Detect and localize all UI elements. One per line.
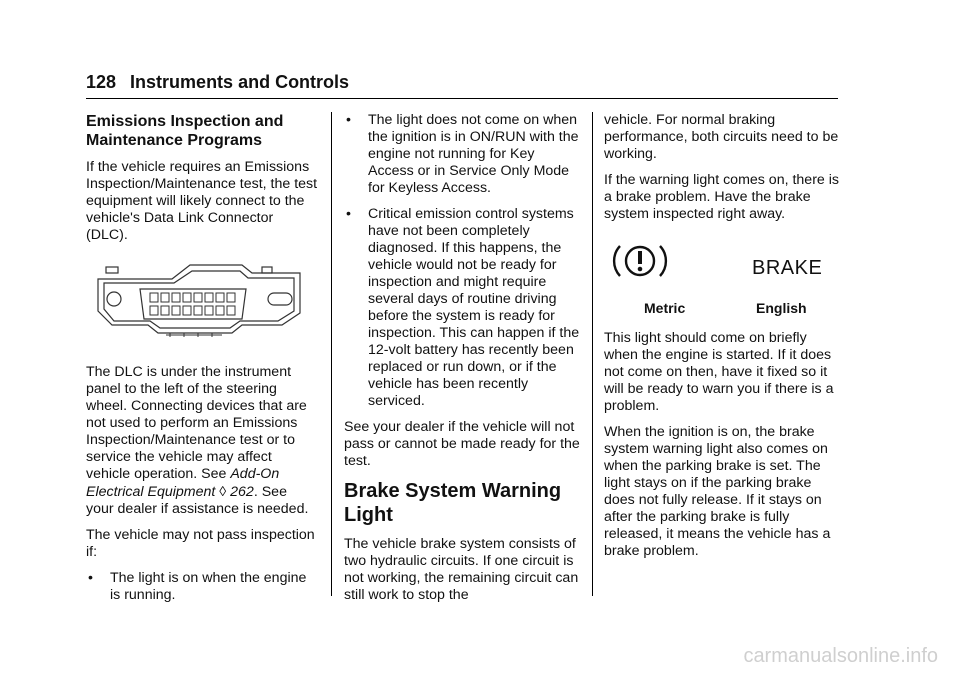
page-number: 128 — [86, 72, 117, 92]
engine-start-paragraph: This light should come on briefly when the engine is started. If it does not come on then, have it fixed so it will be ready to warn you if there is a problem. — [604, 330, 834, 414]
brake-warning-icon — [610, 240, 670, 282]
dlc-connector-illustration — [92, 261, 306, 341]
page-ref-number[interactable]: 262 — [230, 484, 254, 500]
caption-english: English — [756, 300, 807, 316]
brake-warning-figure — [604, 232, 840, 324]
bullet-item — [344, 206, 582, 410]
parking-brake-paragraph: When the ignition is on, the brake system warning light also comes on when the parking brake is set. The light stays on if the parking brake does not fully release. If it stays on after the parking brake is fully released, it means the vehicle has a brake problem. — [604, 424, 831, 559]
bullet-text: The light is on when the engine is running. — [110, 570, 307, 603]
add-on-electrical-link[interactable]: Add-On Electrical Equipment — [86, 466, 280, 500]
column-1 — [86, 112, 318, 613]
bullet-item — [86, 570, 318, 604]
p2-tail: . See your dealer if assistance is needed. — [86, 484, 309, 517]
p2-text: The DLC is under the instrument panel to the left of the steering wheel. Connecting devices that are not used to perform an Emissions Inspection/Maintenance test or to service the vehicle may affect vehicle operation. See — [86, 364, 307, 482]
page-ref-arrow: ◊ — [219, 483, 227, 499]
brake-system-paragraph: The vehicle brake system consists of two hydraulic circuits. If one circuit is not working, the remaining circuit can still work to stop the — [344, 536, 579, 603]
column-divider-1 — [331, 112, 332, 596]
brake-english-label: BRAKE — [752, 257, 823, 279]
bullet-text: Critical emission control systems have not been completely diagnosed. If this happens, the vehicle would not be ready for inspection and might require several days of routine driving before the system is ready for inspection. This can happen if the 12-volt battery has recently been replaced or run down, or if the vehicle has been recently serviced. — [368, 206, 580, 409]
emissions-paragraph-3: The vehicle may not pass inspection if: — [86, 527, 315, 560]
caption-metric: Metric — [644, 300, 686, 316]
bullet-mark: • — [346, 112, 351, 128]
section-title: Instruments and Controls — [130, 72, 350, 92]
emissions-paragraph-1: If the vehicle requires an Emissions Inspection/Maintenance test, the test equipment will likely connect to the vehicle's Data Link Connector (DLC). — [86, 159, 318, 243]
column-3 — [604, 112, 840, 569]
page-header — [86, 72, 349, 93]
watermark: carmanualsonline.info — [743, 645, 938, 667]
continued-paragraph: vehicle. For normal braking performance, both circuits need to be working. — [604, 112, 839, 162]
bullet-mark: • — [88, 570, 93, 586]
emissions-heading: Emissions Inspection and Maintenance Programs — [86, 113, 284, 149]
bullet-mark: • — [346, 206, 351, 222]
header-rule — [86, 98, 838, 99]
column-divider-2 — [592, 112, 593, 596]
emissions-paragraph-2 — [86, 364, 318, 518]
brake-warning-heading: Brake System Warning Light — [344, 480, 562, 526]
bullet-text: The light does not come on when the ignition is in ON/RUN with the engine not running for Key Access or in Service Only Mode for Keyless Access. — [368, 112, 579, 196]
column-2 — [344, 112, 582, 613]
dealer-paragraph: See your dealer if the vehicle will not pass or cannot be made ready for the test. — [344, 419, 580, 469]
bullet-item — [344, 112, 582, 197]
warning-light-paragraph: If the warning light comes on, there is a brake problem. Have the brake system inspected right away. — [604, 172, 840, 222]
